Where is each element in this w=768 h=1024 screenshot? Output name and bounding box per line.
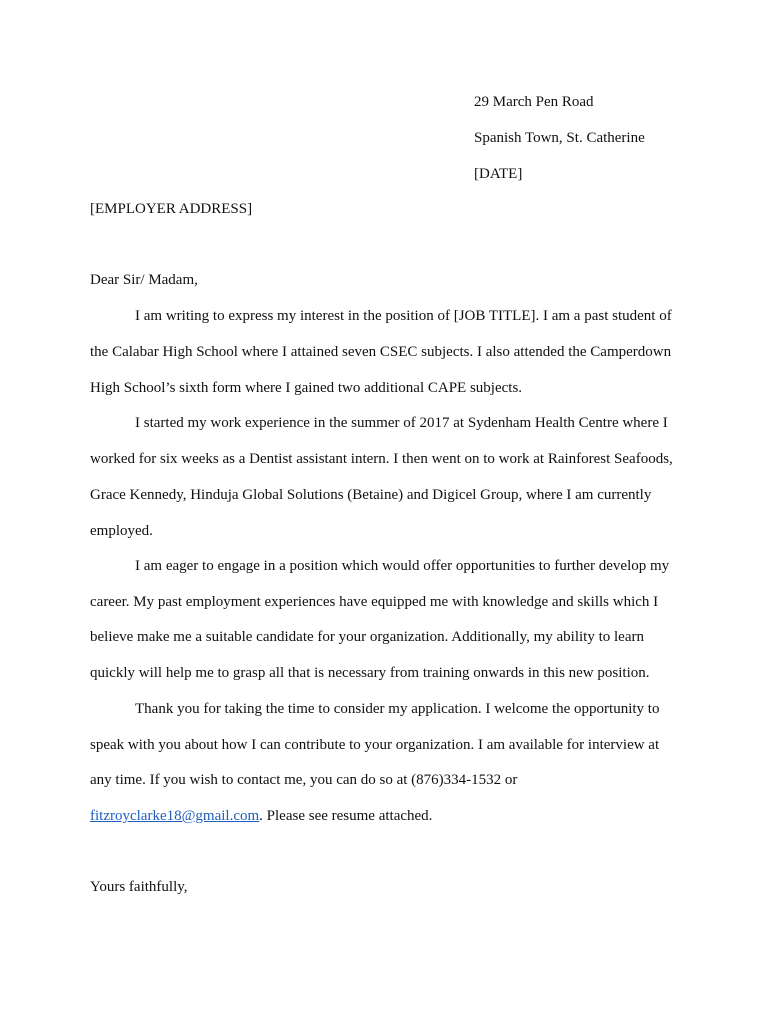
paragraph-3-line: career. My past employment experiences have equipped me with knowledge and skills which I: [90, 594, 659, 610]
paragraph-4-last-line: [90, 806, 432, 826]
salutation: Dear Sir/ Madam,: [90, 272, 198, 288]
email-link[interactable]: fitzroyclarke18@gmail.com: [90, 808, 260, 824]
sender-address-line1: 29 March Pen Road: [474, 94, 594, 110]
paragraph-3-line: believe make me a suitable candidate for your organization. Additionally, my ability to learn: [90, 629, 644, 645]
paragraph-3-line: quickly will help me to grasp all that is necessary from training onwards in this new position.: [90, 665, 650, 681]
paragraph-4-line: speak with you about how I can contribute to your organization. I am available for interview at: [90, 737, 660, 753]
closing: Yours faithfully,: [90, 879, 188, 895]
paragraph-1-line: I am writing to express my interest in the position of [JOB TITLE]. I am a past student of: [135, 308, 672, 324]
paragraph-2-line: I started my work experience in the summer of 2017 at Sydenham Health Centre where I: [135, 415, 668, 431]
paragraph-1-line: the Calabar High School where I attained seven CSEC subjects. I also attended the Camperdown: [90, 344, 672, 360]
employer-address: [EMPLOYER ADDRESS]: [90, 201, 253, 217]
paragraph-2-line: employed.: [90, 523, 153, 539]
paragraph-4-tail: . Please see resume attached.: [259, 808, 433, 824]
paragraph-1-line: High School’s sixth form where I gained two additional CAPE subjects.: [90, 380, 523, 396]
paragraph-3-line: I am eager to engage in a position which would offer opportunities to further develop my: [135, 558, 670, 574]
letter-date: [DATE]: [474, 166, 523, 182]
paragraph-2-line: worked for six weeks as a Dentist assistant intern. I then went on to work at Rainforest Seafoods,: [90, 451, 673, 467]
paragraph-4-line: any time. If you wish to contact me, you can do so at (876)334-1532 or: [90, 772, 518, 788]
sender-address-line2: Spanish Town, St. Catherine: [474, 130, 645, 146]
paragraph-2-line: Grace Kennedy, Hinduja Global Solutions (Betaine) and Digicel Group, where I am currently: [90, 487, 652, 503]
paragraph-4-line: Thank you for taking the time to consider my application. I welcome the opportunity to: [135, 701, 660, 717]
